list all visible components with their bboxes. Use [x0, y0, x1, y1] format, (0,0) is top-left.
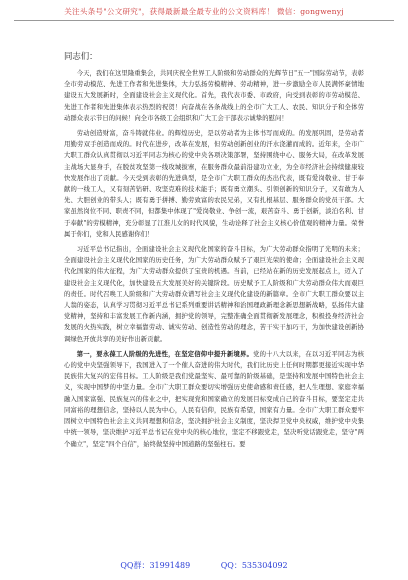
paragraph-text: 党的十八大以来，在以习近平同志为核心的党中央坚强领导下，我国进入了一个催人奋进的伟大时代，我们比历史上任何时期都更接近实现中华民族伟大复兴的宏伟目标。工人阶级是我们党最坚实、最可靠的阶级基础，是坚持和发展中国特色社会主义，实现中国梦的中坚力量。全市广大职工群众要切实增强历史使命感和责任感，把人生理想、家庭幸福融入国家富强、民族复兴的伟业之中，把实现党和国家确立的发展目标变成自己的奋斗目标，要坚定走共同富裕的理想信念，坚持以人民为中心，人民有信仰，民族有希望，国家有力量。全市广大职工群众要牢固树立中国特色社会主义共同理想和信念，坚决拥护社会主义制度，坚决捍卫党中央权威，维护党中央集中统一领导，坚决维护习近平总书记在党中央的核心地位，坚定不移跟党走，坚决听党话跟党走，坚守"两个确立"，坚定"四个自信"，始终做坚持中国道路的坚强柱石。要	[64, 350, 364, 448]
paragraph-3	[64, 244, 364, 345]
paragraph-text: 习近平总书记指出，全面建设社会主义现代化国家的奋斗目标，为广大劳动群众指明了光明的未来；全面建设社会主义现代化国家的历史任务，为广大劳动群众赋予了艰巨光荣的使命；全面建设社会主义现代化国家的伟大征程，为广大劳动群众提供了宝贵的机遇。当前，已经站在新的历史发展起点上，迈入了建设社会主义现代化，加快建设五大发展美好的关键阶段。历史赋予工人阶级和广大劳动群众伟大而艰巨的责任。时代召唤工人阶级和广大劳动群众谱写社会主义现代化建设的新篇章。全市广大职工群众要以主人翁的姿态，认真学习贯彻习近平总书记系列重要讲话精神和治国理政新理念新思想新战略，弘扬伟大建党精神，坚持和丰富发展工作新内涵，拥护党的领导，完整准确全面贯彻新发展理念，积极投身经济社会发展的火热实践，树立幸福靠劳动、诚实劳动、创造性劳动的理念，苦干实干加巧干，为加快建设创新协调绿色开放共享的美好作出新贡献。	[64, 246, 364, 343]
paragraph-1	[64, 68, 364, 124]
qq-group-text: QQ群：31991489	[120, 561, 191, 570]
qq-number-text: QQ：535304092	[220, 561, 288, 570]
paragraph-text: 劳动创造财富，奋斗铸就伟业。的辉煌历史，是以劳动者为主体书写而成的。的发展巩固，是劳动者用勤劳双手创造而成的。时代在进步，改革在发展，但劳动创新创业的汗水浇灌而成的。近年来，全市广大职工群众认真贯彻以习近平同志为核心的党中央各项决策部署，坚持围绕中心、服务大局，在改革发展主战场大显身手，在脱贫攻坚第一线攻城拔寨，在服务群众最前沿建功立业，为全市经济社会持续健康较快发展作出了贡献。今天受到表彰的先进典型，是全市广大职工群众的杰出代表，既有爱岗敬业、甘于奉献的一线工人，又有刻苦钻研、攻坚克难的技术能手；既有勇立潮头、引领创新的知识分子，又有敢为人先、大胆创业的带头人；既有勇于拼搏、勤劳致富的农民兄弟，又有扎根基层、服务群众的党员干部。大家虽然岗位不同、职责不同，但都集中体现了"爱岗敬业、争创一流，艰苦奋斗、勇于创新，淡泊名利、甘于奉献"的劳模精神，充分彰显了江淮儿女的时代风貌，生动诠释了社会主义核心价值观的精神力量。荣誉属于你们，党和人民感谢你们！	[64, 130, 364, 238]
salutation: 同志们：	[64, 51, 98, 61]
document-body	[64, 50, 364, 454]
paragraph-text: 今天，我们在这里隆重集会，共同庆祝全世界工人阶级和劳动群众的光辉节日"五一"国际劳动节，表彰全市劳动模范、先进工作者和先进集体，大力弘扬劳模精神、劳动精神，进一步激励全市人民满怀豪情地建设五大发展新时，全面建设社会主义现代化。首先，我代表市委、市政府，向受到表彰的市劳动模范、先进工作者和先进集体表示热烈的祝贺！向奋战在各条战线上的全市广大工人、农民、知识分子和全体劳动群众表示节日的问候！向全市各级工会组织和广大工会干部表示诚挚的慰问！	[64, 70, 364, 122]
paragraph-4	[64, 349, 364, 450]
contact-footer	[0, 560, 408, 571]
paragraph-heading: 第一，要永葆工人阶级的先进性，在坚定信仰中提升新境界。	[76, 350, 254, 358]
header-divider	[14, 20, 394, 21]
paragraph-2	[64, 128, 364, 240]
top-banner: 关注头条号"公文研究"，获得最新最全最专业的公文资料库！ 微信：gongwenyj	[64, 7, 344, 16]
